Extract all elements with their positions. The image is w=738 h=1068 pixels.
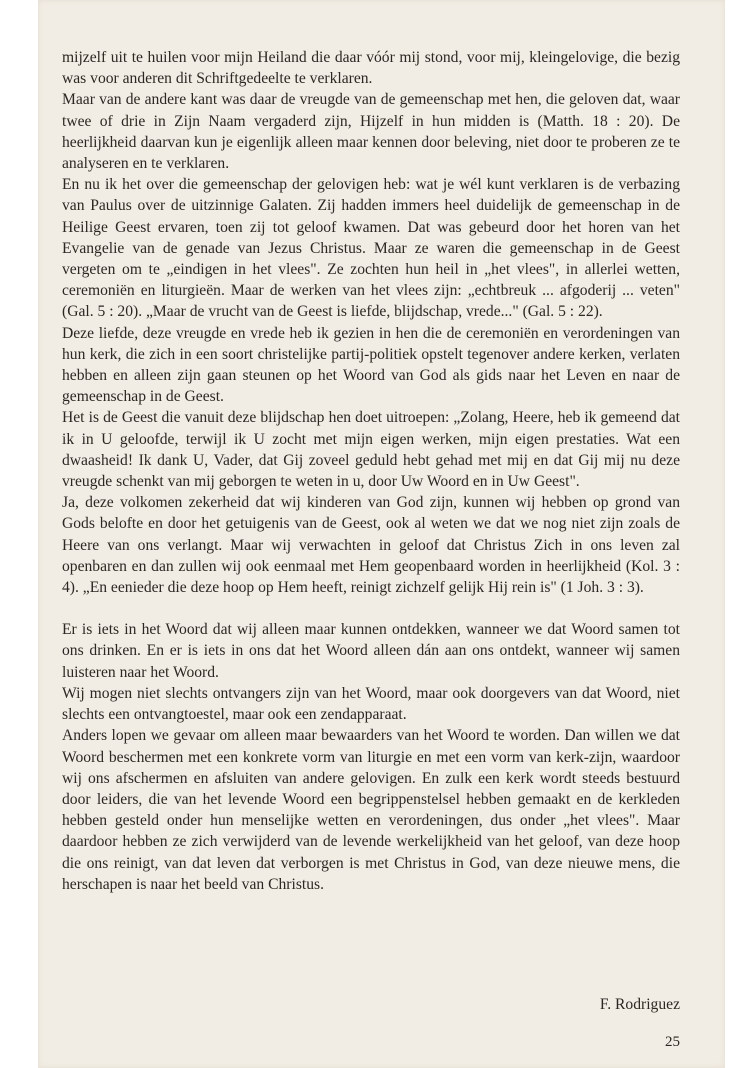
author-signature: F. Rodriguez [599,996,680,1013]
section-divider [62,598,680,619]
paragraph: Deze liefde, deze vreugde en vrede heb ik gezien in hen die de ceremoniën en verordeningen van hun kerk, die zich in een soort christelijke partij-politiek opstelt tegenover andere kerken, verlaten hebben en alleen zijn gaan steunen op het Woord van God als gids naar het Leven en naar de gemeenschap in de Geest. [62,324,680,406]
paragraph: Er is iets in het Woord dat wij alleen maar kunnen ontdekken, wanneer we dat Woord samen tot ons drinken. En er is iets in ons dat het Woord alleen dán aan ons ontdekt, wanneer wij samen luisteren naar het Woord. [62,621,680,681]
scan-left-margin [0,0,38,1068]
paragraph: En nu ik het over die gemeenschap der gelovigen heb: wat je wél kunt verklaren is de verbazing van Paulus over de uitzinnige Galaten. Zij hadden immers heel duidelijk de gemeenschap in de Heilige Geest ervaren, toen zij tot geloof kwamen. Dat was gebeurd door het horen van het Evangelie van de genade van Jezus Christus. Maar ze waren die gemeenschap in de Geest vergeten om te „eindigen in het vlees". Ze zochten hun heil in „het vlees", in allerlei wetten, ceremoniën en liturgieën. Maar de werken van het vlees zijn: „echtbreuk ... afgoderij ... veten" (Gal. 5 : 20). „Maar de vrucht van de Geest is liefde, blijdschap, vrede..." (Gal. 5 : 22). [62,176,680,321]
paragraph: mijzelf uit te huilen voor mijn Heiland die daar vóór mij stond, voor mij, kleingelovige, die bezig was voor anderen dit Schriftgedeelte te verklaren. [62,49,680,88]
paragraph: Het is de Geest die vanuit deze blijdschap hen doet uitroepen: „Zolang, Heere, heb ik gemeend dat ik in U geloofde, terwijl ik U zocht met mijn eigen werken, mijn eigen prestaties. Wat een dwaasheid! Ik dank U, Vader, dat Gij zoveel geduld hebt gehad met mij en dat Gij mij nu deze vreugde schenkt van mij geborgen te weten in u, door Uw Woord en in Uw Geest". [62,409,680,491]
paragraph: Maar van de andere kant was daar de vreugde van de gemeenschap met hen, die geloven dat, waar twee of drie in Zijn Naam vergaderd zijn, Hijzelf in hun midden is (Matth. 18 : 20). De heerlijkheid daarvan kun je eigenlijk alleen maar kennen door beleving, niet door te proberen ze te analyseren en te verklaren. [62,91,680,173]
paragraph: Wij mogen niet slechts ontvangers zijn van het Woord, maar ook doorgevers van dat Woord, niet slechts een ontvangtoestel, maar ook een zendapparaat. [62,684,680,724]
article-body [62,47,680,895]
scan-right-margin [725,0,738,1068]
page-number: 25 [665,1034,680,1050]
paragraph: Anders lopen we gevaar om alleen maar bewaarders van het Woord te worden. Dan willen we dat Woord beschermen met een konkrete vorm van liturgie en met een vorm van kerk-zijn, waardoor wij ons afschermen en afsluiten van andere gelovigen. En zulk een kerk wordt steeds bestuurd door leiders, die van het levende Woord een begrippenstelsel hebben gemaakt en de kerkleden hebben gesteld onder hun menselijke wetten en verordeningen, dus onder „het vlees". Maar daardoor hebben ze zich verwijderd van de levende werkelijkheid van het geloof, van deze hoop die ons reinigt, van dat leven dat verborgen is met Christus in God, van deze nieuwe mens, die herschapen is naar het beeld van Christus. [62,727,680,893]
paragraph: Ja, deze volkomen zekerheid dat wij kinderen van God zijn, kunnen wij hebben op grond van Gods belofte en door het getuigenis van de Geest, ook al weten we dat we nog niet zijn zoals de Heere van ons verlangt. Maar wij verwachten in geloof dat Christus Zich in ons leven zal openbaren en dan zullen wij ook eenmaal met Hem geopenbaard worden in heerlijkheid (Kol. 3 : 4). „En eenieder die deze hoop op Hem heeft, reinigt zichzelf gelijk Hij rein is" (1 Joh. 3 : 3). [62,494,680,597]
